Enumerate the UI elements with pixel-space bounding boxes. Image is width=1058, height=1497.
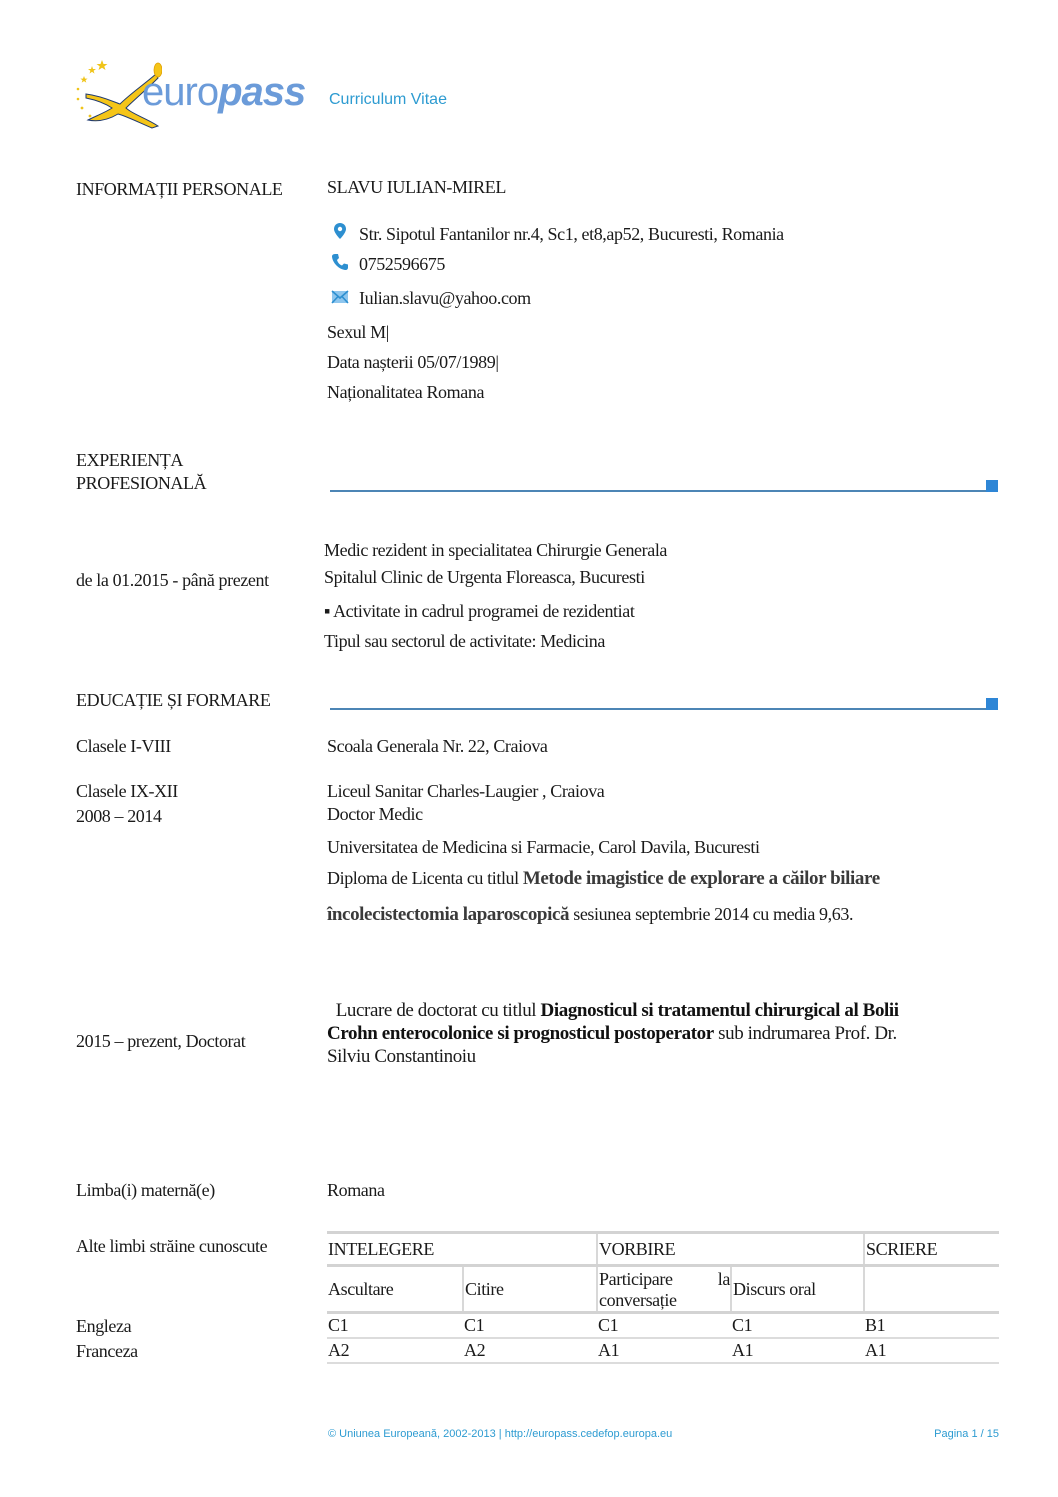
education-qualification: Doctor Medic	[327, 804, 423, 824]
header-writing: SCRIERE	[864, 1233, 999, 1266]
section-marker	[986, 480, 998, 492]
level-cell: A2	[463, 1338, 597, 1363]
diploma-line	[327, 868, 880, 890]
level-cell: A1	[731, 1338, 864, 1363]
experience-position: Medic rezident in specialitatea Chirurgie Generala	[324, 540, 668, 560]
email-address[interactable]: Iulian.slavu@yahoo.com	[359, 288, 531, 308]
diploma-suffix: sesiunea septembrie 2014 cu media 9,63.	[569, 904, 854, 924]
table-row	[327, 1313, 999, 1339]
section-label-experience	[76, 449, 206, 495]
education-institution: Scoala Generala Nr. 22, Craiova	[327, 736, 548, 756]
subheader-listening: Ascultare	[327, 1266, 463, 1313]
phone-number[interactable]: 0752596675	[359, 254, 446, 274]
level-cell: A1	[597, 1338, 731, 1363]
table-header-row	[327, 1233, 999, 1266]
education-period: Clasele I-VIII	[76, 736, 171, 756]
subheader-writing	[864, 1266, 999, 1313]
level-cell: C1	[463, 1313, 597, 1339]
education-period: Clasele IX-XII	[76, 781, 178, 801]
diploma-prefix: Diploma de Licenta cu titlul	[327, 868, 523, 888]
section-label-line: EXPERIENȚA	[76, 450, 183, 470]
mother-tongue-value: Romana	[327, 1180, 385, 1200]
language-name: Engleza	[76, 1316, 132, 1336]
phone-icon	[331, 253, 349, 271]
education-period: 2008 – 2014	[76, 806, 162, 826]
level-cell: B1	[864, 1313, 999, 1339]
section-label-education: EDUCAȚIE ȘI FORMARE	[76, 690, 271, 710]
sex: Sexul M|	[327, 322, 389, 342]
table-subheader-row	[327, 1266, 999, 1313]
level-cell: C1	[597, 1313, 731, 1339]
person-name: SLAVU IULIAN-MIREL	[327, 177, 506, 197]
language-name: Franceza	[76, 1341, 138, 1361]
page-number: Pagina 1 / 15	[934, 1428, 999, 1440]
thesis-description	[327, 999, 899, 1068]
section-label-line: PROFESIONALĂ	[76, 473, 207, 493]
level-cell: A1	[864, 1338, 999, 1363]
subheader-text: Participare	[599, 1269, 673, 1289]
diploma-line	[327, 904, 853, 926]
table-row	[327, 1338, 999, 1363]
other-languages-label: Alte limbi străine cunoscute	[76, 1236, 268, 1256]
thesis-title: Diagnosticul si tratamentul chirurgical al Bolii	[540, 1000, 899, 1021]
education-institution: Liceul Sanitar Charles-Laugier , Craiova	[327, 781, 605, 801]
subheader-reading: Citire	[463, 1266, 597, 1313]
language-skills-table	[327, 1231, 999, 1364]
envelope-icon	[331, 288, 349, 306]
footer-copyright[interactable]: © Uniunea Europeană, 2002-2013 | http://europass.cedefop.europa.eu	[328, 1428, 673, 1440]
section-rule	[330, 490, 986, 492]
location-pin-icon	[331, 222, 349, 240]
level-cell: C1	[731, 1313, 864, 1339]
subheader-text: la	[717, 1269, 730, 1289]
nationality: Naționalitatea Romana	[327, 382, 485, 402]
subheader-text: conversație	[599, 1290, 677, 1310]
thesis-title: Crohn enterocolonice si prognosticul postoperator	[327, 1023, 714, 1044]
birth-date: Data nașterii 05/07/1989|	[327, 352, 499, 372]
address: Str. Sipotul Fantanilor nr.4, Sc1, et8,ap52, Bucuresti, Romania	[359, 224, 784, 244]
experience-period: de la 01.2015 - până prezent	[76, 570, 269, 590]
diploma-title: Metode imagistice de explorare a căilor biliare	[522, 868, 880, 889]
education-period: 2015 – prezent, Doctorat	[76, 1031, 246, 1051]
level-cell: A2	[327, 1338, 463, 1363]
document-title: Curriculum Vitae	[329, 91, 447, 108]
level-cell: C1	[327, 1313, 463, 1339]
experience-employer: Spitalul Clinic de Urgenta Floreasca, Bucuresti	[324, 567, 645, 587]
education-university: Universitatea de Medicina si Farmacie, Carol Davila, Bucuresti	[327, 837, 760, 857]
header-speaking: VORBIRE	[597, 1233, 864, 1266]
section-marker	[986, 698, 998, 710]
experience-sector: Tipul sau sectorul de activitate: Medicina	[324, 631, 605, 651]
thesis-suffix: sub indrumarea Prof. Dr.	[713, 1023, 897, 1044]
thesis-prefix: Lucrare de doctorat cu titlul	[335, 1000, 541, 1021]
section-label-personal: INFORMAȚII PERSONALE	[76, 179, 283, 199]
mother-tongue-label: Limba(i) maternă(e)	[76, 1180, 215, 1200]
experience-activity: ▪ Activitate in cadrul programei de rezidentiat	[324, 601, 635, 621]
diploma-title: încolecistectomia laparoscopică	[327, 904, 570, 925]
thesis-supervisor: Silviu Constantinoiu	[327, 1046, 476, 1067]
subheader-production: Discurs oral	[731, 1266, 864, 1313]
europass-wordmark: europass	[142, 70, 306, 114]
header-understanding: INTELEGERE	[327, 1233, 597, 1266]
section-rule	[330, 708, 986, 710]
subheader-interaction	[597, 1266, 731, 1313]
